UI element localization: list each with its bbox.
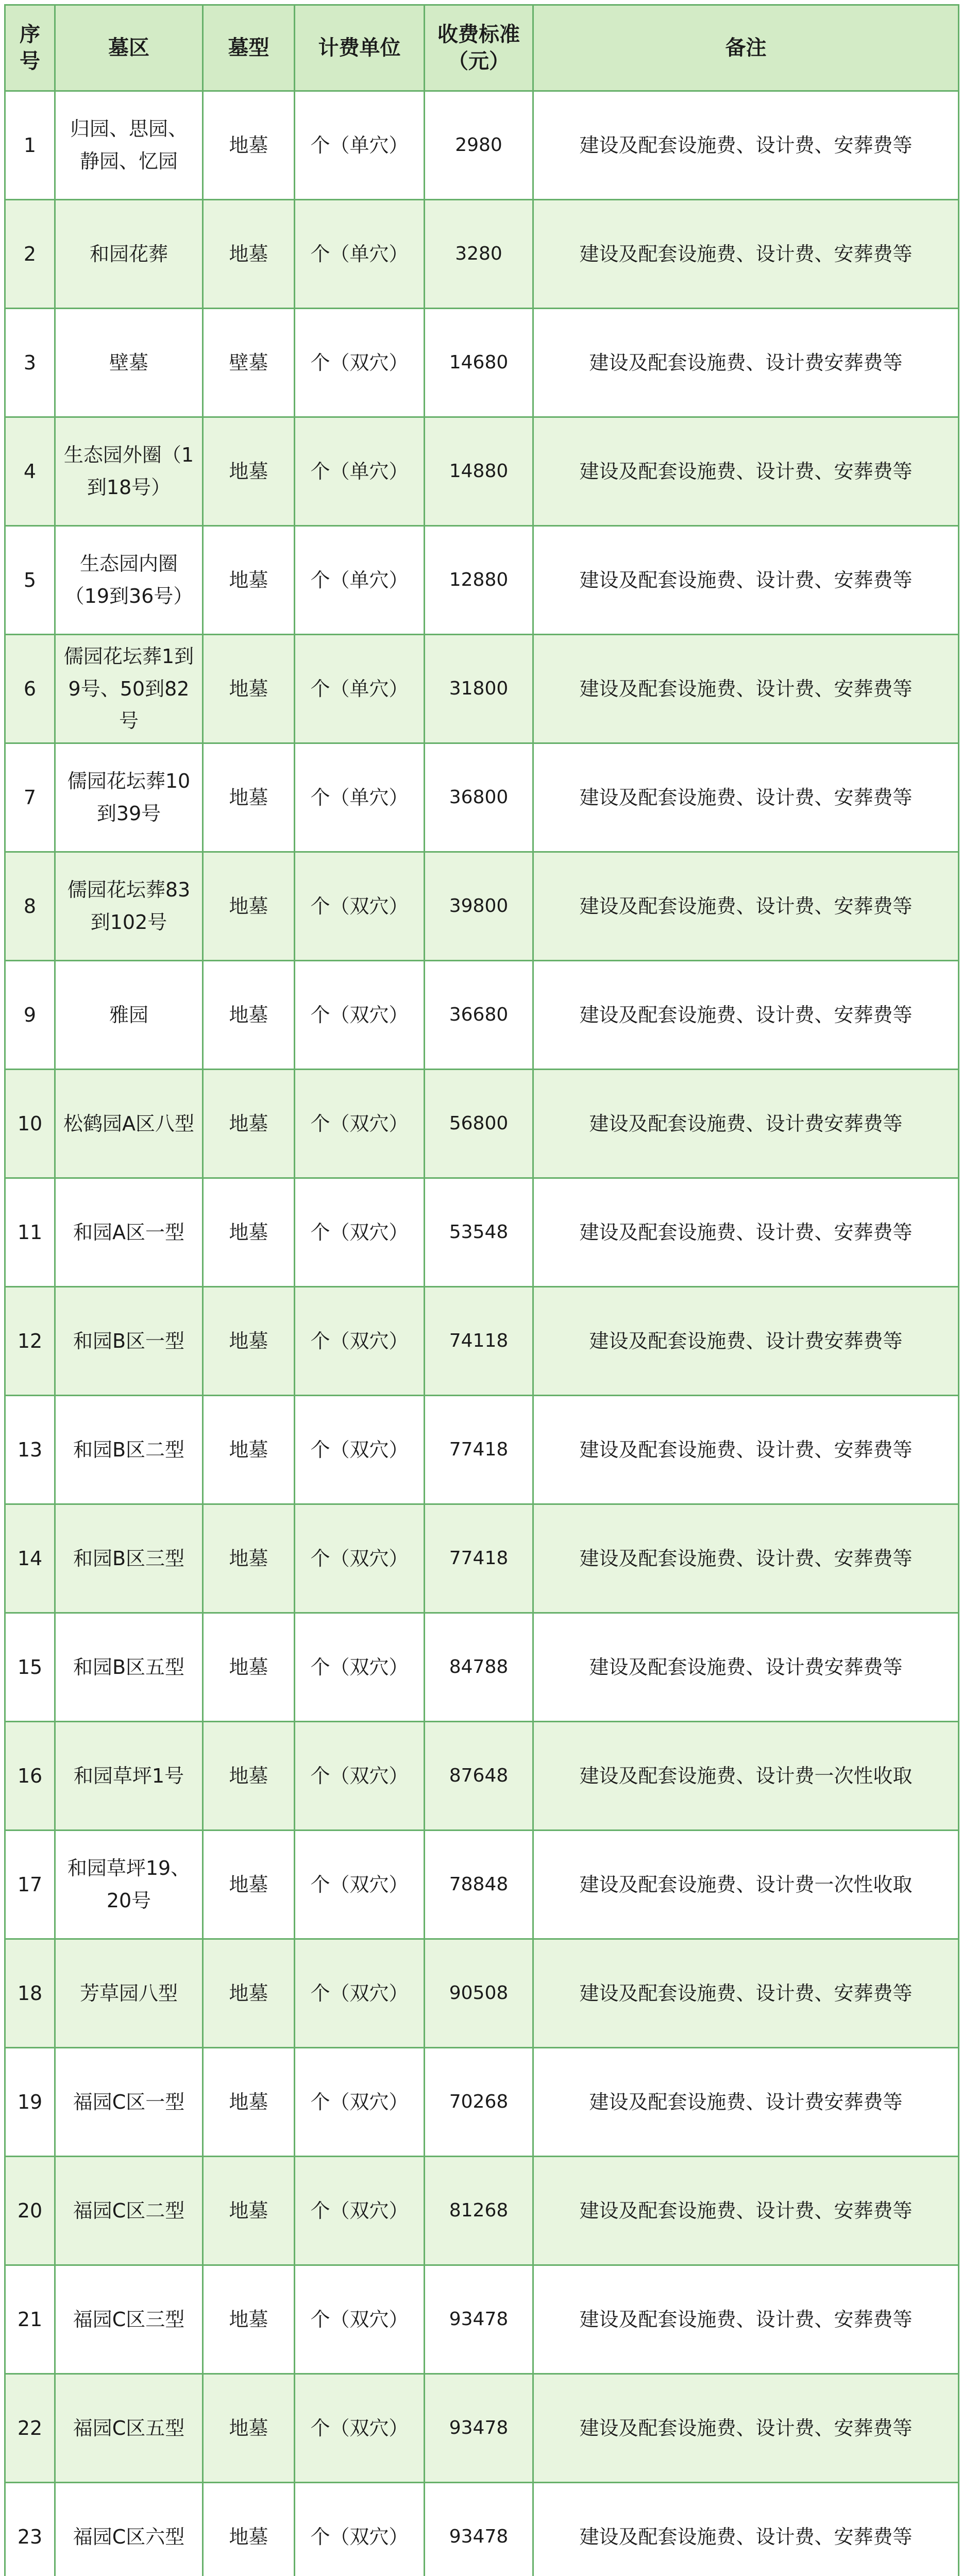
- serial-number-cell: 2: [5, 200, 55, 309]
- tomb-type-cell: 地墓: [203, 2374, 295, 2483]
- serial-number-cell: 7: [5, 743, 55, 852]
- serial-number-cell: 1: [5, 91, 55, 200]
- billing-unit-cell: 个（单穴）: [295, 635, 425, 743]
- cemetery-area-cell: 雅园: [55, 961, 203, 1070]
- remarks-cell: 建设及配套设施费、设计费、安葬费等: [533, 635, 959, 743]
- cemetery-area-cell: 和园A区一型: [55, 1178, 203, 1287]
- table-row: [5, 852, 959, 961]
- remarks-cell: 建设及配套设施费、设计费安葬费等: [533, 2048, 959, 2157]
- remarks-cell: 建设及配套设施费、设计费、安葬费等: [533, 961, 959, 1070]
- remarks-cell: 建设及配套设施费、设计费、安葬费等: [533, 2374, 959, 2483]
- billing-unit-cell: 个（双穴）: [295, 2483, 425, 2576]
- table-row: [5, 1722, 959, 1831]
- tomb-type-cell: 地墓: [203, 2157, 295, 2265]
- tomb-type-cell: 地墓: [203, 852, 295, 961]
- tomb-type-cell: 地墓: [203, 743, 295, 852]
- serial-number-cell: 12: [5, 1287, 55, 1396]
- fee-standard-cell: 70268: [425, 2048, 533, 2157]
- fee-standard-cell: 31800: [425, 635, 533, 743]
- remarks-cell: 建设及配套设施费、设计费、安葬费等: [533, 2157, 959, 2265]
- table-row: [5, 1178, 959, 1287]
- fee-standard-cell: 12880: [425, 526, 533, 635]
- tomb-type-cell: 地墓: [203, 526, 295, 635]
- cemetery-area-cell: 儒园花坛葬1到9号、50到82号: [55, 635, 203, 743]
- tomb-type-cell: 地墓: [203, 1396, 295, 1504]
- table-row: [5, 1613, 959, 1722]
- serial-number-cell: 11: [5, 1178, 55, 1287]
- serial-number-cell: 5: [5, 526, 55, 635]
- remarks-cell: 建设及配套设施费、设计费、安葬费等: [533, 852, 959, 961]
- fee-standard-cell: 36800: [425, 743, 533, 852]
- table-row: [5, 2374, 959, 2483]
- cemetery-area-cell: 福园C区二型: [55, 2157, 203, 2265]
- serial-number-cell: 21: [5, 2265, 55, 2374]
- serial-number-cell: 3: [5, 309, 55, 417]
- table-row: [5, 1396, 959, 1504]
- cemetery-area-cell: 芳草园八型: [55, 1939, 203, 2048]
- fee-standard-cell: 77418: [425, 1396, 533, 1504]
- table-row: [5, 2157, 959, 2265]
- cemetery-area-cell: 和园草坪1号: [55, 1722, 203, 1831]
- remarks-cell: 建设及配套设施费、设计费安葬费等: [533, 1070, 959, 1178]
- billing-unit-cell: 个（单穴）: [295, 200, 425, 309]
- serial-number-cell: 16: [5, 1722, 55, 1831]
- header-billing-unit: 计费单位: [295, 5, 425, 91]
- billing-unit-cell: 个（双穴）: [295, 1504, 425, 1613]
- table-row: [5, 743, 959, 852]
- cemetery-area-cell: 和园B区一型: [55, 1287, 203, 1396]
- tomb-type-cell: 地墓: [203, 1178, 295, 1287]
- tomb-type-cell: 地墓: [203, 1613, 295, 1722]
- billing-unit-cell: 个（双穴）: [295, 2048, 425, 2157]
- tomb-type-cell: 地墓: [203, 961, 295, 1070]
- fee-standard-cell: 56800: [425, 1070, 533, 1178]
- table-row: [5, 961, 959, 1070]
- billing-unit-cell: 个（双穴）: [295, 961, 425, 1070]
- serial-number-cell: 9: [5, 961, 55, 1070]
- tomb-type-cell: 地墓: [203, 2265, 295, 2374]
- serial-number-cell: 20: [5, 2157, 55, 2265]
- remarks-cell: 建设及配套设施费、设计费、安葬费等: [533, 1178, 959, 1287]
- billing-unit-cell: 个（双穴）: [295, 1831, 425, 1939]
- remarks-cell: 建设及配套设施费、设计费一次性收取: [533, 1831, 959, 1939]
- fee-standard-cell: 93478: [425, 2265, 533, 2374]
- serial-number-cell: 13: [5, 1396, 55, 1504]
- cemetery-area-cell: 和园草坪19、20号: [55, 1831, 203, 1939]
- billing-unit-cell: 个（双穴）: [295, 2374, 425, 2483]
- remarks-cell: 建设及配套设施费、设计费、安葬费等: [533, 1939, 959, 2048]
- fee-standard-cell: 14880: [425, 417, 533, 526]
- remarks-cell: 建设及配套设施费、设计费安葬费等: [533, 1287, 959, 1396]
- billing-unit-cell: 个（双穴）: [295, 309, 425, 417]
- remarks-cell: 建设及配套设施费、设计费、安葬费等: [533, 1504, 959, 1613]
- serial-number-cell: 23: [5, 2483, 55, 2576]
- tomb-type-cell: 地墓: [203, 1831, 295, 1939]
- fee-standard-cell: 93478: [425, 2374, 533, 2483]
- fee-standard-cell: 84788: [425, 1613, 533, 1722]
- serial-number-cell: 17: [5, 1831, 55, 1939]
- tomb-type-cell: 地墓: [203, 635, 295, 743]
- cemetery-area-cell: 福园C区一型: [55, 2048, 203, 2157]
- remarks-cell: 建设及配套设施费、设计费、安葬费等: [533, 417, 959, 526]
- tomb-type-cell: 地墓: [203, 1287, 295, 1396]
- remarks-cell: 建设及配套设施费、设计费、安葬费等: [533, 1396, 959, 1504]
- billing-unit-cell: 个（单穴）: [295, 743, 425, 852]
- table-row: [5, 309, 959, 417]
- serial-number-cell: 18: [5, 1939, 55, 2048]
- tomb-type-cell: 地墓: [203, 1722, 295, 1831]
- billing-unit-cell: 个（双穴）: [295, 1178, 425, 1287]
- cemetery-area-cell: 和园B区五型: [55, 1613, 203, 1722]
- fee-standard-cell: 36680: [425, 961, 533, 1070]
- tomb-type-cell: 壁墓: [203, 309, 295, 417]
- tomb-type-cell: 地墓: [203, 91, 295, 200]
- table-row: [5, 91, 959, 200]
- table-body: [5, 91, 959, 2576]
- tomb-type-cell: 地墓: [203, 1504, 295, 1613]
- fee-standard-cell: 39800: [425, 852, 533, 961]
- serial-number-cell: 4: [5, 417, 55, 526]
- header-fee-standard: 收费标准（元）: [425, 5, 533, 91]
- cemetery-area-cell: 福园C区三型: [55, 2265, 203, 2374]
- cemetery-area-cell: 和园B区三型: [55, 1504, 203, 1613]
- cemetery-fee-table: [4, 4, 959, 2576]
- fee-standard-cell: 78848: [425, 1831, 533, 1939]
- remarks-cell: 建设及配套设施费、设计费、安葬费等: [533, 526, 959, 635]
- billing-unit-cell: 个（双穴）: [295, 1613, 425, 1722]
- cemetery-area-cell: 福园C区五型: [55, 2374, 203, 2483]
- remarks-cell: 建设及配套设施费、设计费、安葬费等: [533, 200, 959, 309]
- fee-standard-cell: 81268: [425, 2157, 533, 2265]
- cemetery-area-cell: 儒园花坛葬10到39号: [55, 743, 203, 852]
- header-serial-number: 序号: [5, 5, 55, 91]
- billing-unit-cell: 个（双穴）: [295, 852, 425, 961]
- header-remarks: 备注: [533, 5, 959, 91]
- remarks-cell: 建设及配套设施费、设计费、安葬费等: [533, 2265, 959, 2374]
- billing-unit-cell: 个（双穴）: [295, 1287, 425, 1396]
- billing-unit-cell: 个（双穴）: [295, 1722, 425, 1831]
- billing-unit-cell: 个（双穴）: [295, 1070, 425, 1178]
- serial-number-cell: 19: [5, 2048, 55, 2157]
- fee-standard-cell: 53548: [425, 1178, 533, 1287]
- remarks-cell: 建设及配套设施费、设计费、安葬费等: [533, 91, 959, 200]
- table-row: [5, 1504, 959, 1613]
- table-row: [5, 1939, 959, 2048]
- serial-number-cell: 6: [5, 635, 55, 743]
- serial-number-cell: 14: [5, 1504, 55, 1613]
- fee-standard-cell: 87648: [425, 1722, 533, 1831]
- cemetery-area-cell: 儒园花坛葬83到102号: [55, 852, 203, 961]
- remarks-cell: 建设及配套设施费、设计费安葬费等: [533, 1613, 959, 1722]
- billing-unit-cell: 个（单穴）: [295, 91, 425, 200]
- billing-unit-cell: 个（双穴）: [295, 2265, 425, 2374]
- billing-unit-cell: 个（单穴）: [295, 526, 425, 635]
- table-row: [5, 2483, 959, 2576]
- remarks-cell: 建设及配套设施费、设计费、安葬费等: [533, 2483, 959, 2576]
- remarks-cell: 建设及配套设施费、设计费安葬费等: [533, 309, 959, 417]
- table-row: [5, 417, 959, 526]
- table-row: [5, 635, 959, 743]
- table-row: [5, 526, 959, 635]
- header-tomb-type: 墓型: [203, 5, 295, 91]
- fee-standard-cell: 93478: [425, 2483, 533, 2576]
- fee-standard-cell: 3280: [425, 200, 533, 309]
- cemetery-area-cell: 福园C区六型: [55, 2483, 203, 2576]
- serial-number-cell: 22: [5, 2374, 55, 2483]
- serial-number-cell: 8: [5, 852, 55, 961]
- cemetery-area-cell: 松鹤园A区八型: [55, 1070, 203, 1178]
- table-header-row: [5, 5, 959, 91]
- tomb-type-cell: 地墓: [203, 2483, 295, 2576]
- tomb-type-cell: 地墓: [203, 1070, 295, 1178]
- cemetery-area-cell: 和园花葬: [55, 200, 203, 309]
- billing-unit-cell: 个（双穴）: [295, 1396, 425, 1504]
- fee-standard-cell: 77418: [425, 1504, 533, 1613]
- fee-standard-cell: 90508: [425, 1939, 533, 2048]
- cemetery-area-cell: 生态园内圈（19到36号）: [55, 526, 203, 635]
- header-cemetery-area: 墓区: [55, 5, 203, 91]
- table-row: [5, 200, 959, 309]
- cemetery-area-cell: 生态园外圈（1到18号）: [55, 417, 203, 526]
- table-row: [5, 1070, 959, 1178]
- fee-standard-cell: 2980: [425, 91, 533, 200]
- table-row: [5, 1831, 959, 1939]
- billing-unit-cell: 个（双穴）: [295, 1939, 425, 2048]
- table-row: [5, 2265, 959, 2374]
- tomb-type-cell: 地墓: [203, 417, 295, 526]
- fee-table-container: [4, 4, 958, 2576]
- tomb-type-cell: 地墓: [203, 1939, 295, 2048]
- table-row: [5, 2048, 959, 2157]
- table-row: [5, 1287, 959, 1396]
- remarks-cell: 建设及配套设施费、设计费一次性收取: [533, 1722, 959, 1831]
- billing-unit-cell: 个（双穴）: [295, 2157, 425, 2265]
- fee-standard-cell: 14680: [425, 309, 533, 417]
- tomb-type-cell: 地墓: [203, 2048, 295, 2157]
- cemetery-area-cell: 壁墓: [55, 309, 203, 417]
- cemetery-area-cell: 归园、思园、静园、忆园: [55, 91, 203, 200]
- billing-unit-cell: 个（单穴）: [295, 417, 425, 526]
- cemetery-area-cell: 和园B区二型: [55, 1396, 203, 1504]
- serial-number-cell: 15: [5, 1613, 55, 1722]
- tomb-type-cell: 地墓: [203, 200, 295, 309]
- fee-standard-cell: 74118: [425, 1287, 533, 1396]
- remarks-cell: 建设及配套设施费、设计费、安葬费等: [533, 743, 959, 852]
- serial-number-cell: 10: [5, 1070, 55, 1178]
